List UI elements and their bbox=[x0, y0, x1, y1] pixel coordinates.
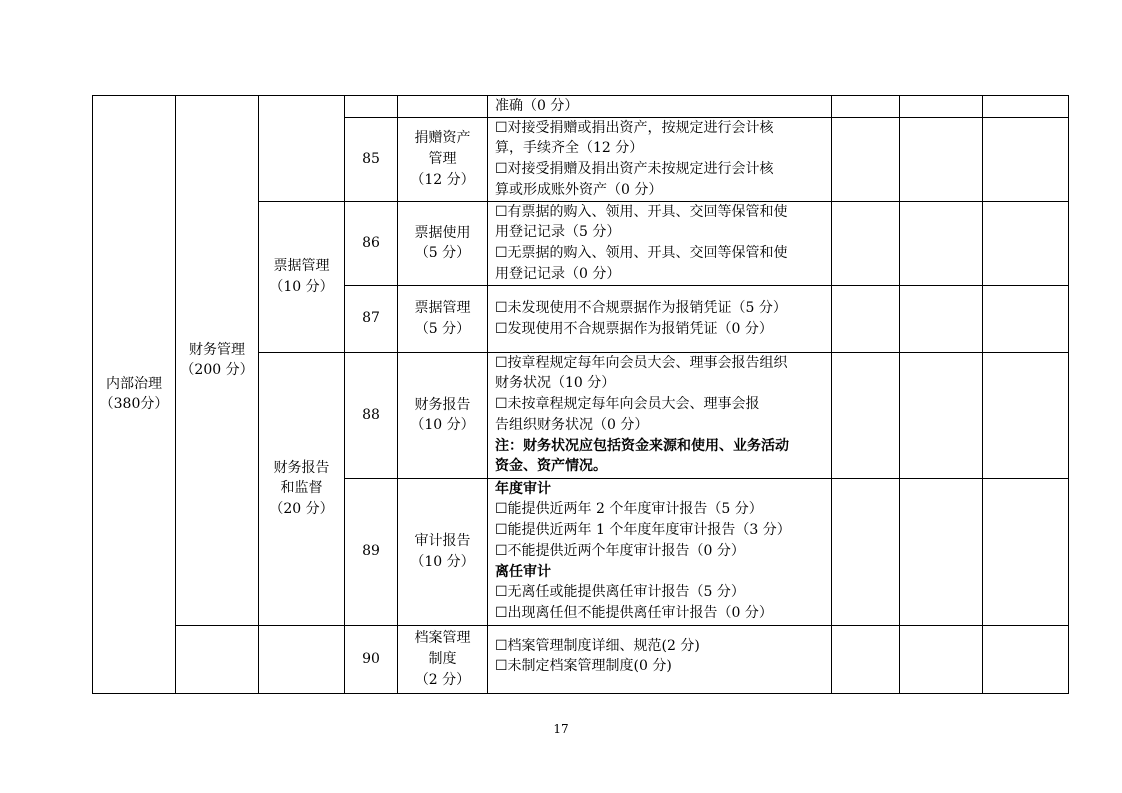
page-number: 17 bbox=[553, 722, 569, 736]
item-number: 90 bbox=[345, 625, 398, 693]
item-score: （5 分） bbox=[414, 245, 471, 262]
category-level1-score: （380分） bbox=[99, 396, 169, 413]
group-score: （10 分） bbox=[269, 278, 334, 295]
item-score: （12 分） bbox=[410, 171, 475, 188]
item-number: 85 bbox=[345, 117, 398, 201]
criteria-line: 算，手续齐全（12 分） bbox=[495, 140, 644, 157]
item-name bbox=[398, 625, 488, 693]
item-name bbox=[398, 201, 488, 285]
blank-cell bbox=[832, 117, 900, 201]
item-number bbox=[345, 96, 398, 118]
group-name: 和监督 bbox=[280, 480, 323, 497]
group-cell-empty bbox=[259, 625, 345, 693]
criteria-subheading: 年度审计 bbox=[495, 480, 551, 497]
blank-cell bbox=[900, 96, 983, 118]
group-name: 财务报告 bbox=[273, 459, 330, 476]
group-score: （20 分） bbox=[269, 501, 334, 518]
criteria-line: ☐发现使用不合规票据作为报销凭证（0 分） bbox=[495, 320, 773, 337]
group-cell-piaoju bbox=[259, 201, 345, 352]
item-name bbox=[398, 285, 488, 352]
item-number: 86 bbox=[345, 201, 398, 285]
criteria-line: ☐未按章程规定每年向会员大会、理事会报 bbox=[495, 396, 760, 413]
criteria-line: ☐有票据的购入、领用、开具、交回等保管和使 bbox=[495, 203, 788, 220]
category-level2-cell bbox=[176, 96, 259, 626]
blank-cell bbox=[983, 625, 1069, 693]
criteria-cell bbox=[488, 625, 832, 693]
criteria-line: ☐未发现使用不合规票据作为报销凭证（5 分） bbox=[495, 300, 787, 316]
criteria-line: 用登记记录（5 分） bbox=[495, 224, 621, 241]
item-name bbox=[398, 96, 488, 118]
criteria-line: ☐对接受捐赠或捐出资产，按规定进行会计核 bbox=[495, 119, 774, 136]
blank-cell bbox=[832, 352, 900, 478]
item-name-line: 档案管理 bbox=[414, 630, 471, 647]
blank-cell bbox=[983, 201, 1069, 285]
evaluation-table bbox=[92, 95, 1069, 694]
group-cell-caiwu-baogao bbox=[259, 352, 345, 625]
item-name-line: 财务报告 bbox=[414, 396, 471, 413]
group-cell-empty bbox=[259, 96, 345, 202]
blank-cell bbox=[900, 625, 983, 693]
blank-cell bbox=[900, 201, 983, 285]
criteria-line: ☐档案管理制度详细、规范(2 分) bbox=[495, 637, 700, 654]
blank-cell bbox=[900, 352, 983, 478]
criteria-line: ☐无离任或能提供离任审计报告（5 分） bbox=[495, 584, 745, 601]
item-score: （10 分） bbox=[410, 417, 475, 434]
blank-cell bbox=[832, 478, 900, 625]
criteria-cell bbox=[488, 352, 832, 478]
category-level2-name: 财务管理 bbox=[189, 341, 245, 358]
table-row bbox=[93, 96, 1069, 118]
criteria-cell bbox=[488, 201, 832, 285]
table-row bbox=[93, 625, 1069, 693]
criteria-cell bbox=[488, 96, 832, 118]
item-name bbox=[398, 478, 488, 625]
item-name-line: 票据使用 bbox=[414, 224, 471, 241]
item-name-line: 制度 bbox=[428, 650, 457, 667]
item-number: 88 bbox=[345, 352, 398, 478]
item-name-line: 审计报告 bbox=[414, 533, 471, 549]
category-level1-cell bbox=[93, 96, 176, 694]
criteria-line: ☐能提供近两年 2 个年度审计报告（5 分） bbox=[495, 501, 763, 518]
item-name-line: 管理 bbox=[428, 150, 457, 167]
category-level2-cell-empty bbox=[176, 625, 259, 693]
blank-cell bbox=[983, 96, 1069, 118]
blank-cell bbox=[983, 478, 1069, 625]
criteria-line: ☐能提供近两年 1 个年度年度审计报告（3 分） bbox=[495, 522, 791, 539]
criteria-line: ☐对接受捐赠及捐出资产未按规定进行会计核 bbox=[495, 161, 774, 178]
criteria-line: 用登记记录（0 分） bbox=[495, 265, 621, 282]
criteria-line: 准确（0 分） bbox=[495, 98, 579, 114]
criteria-line: 告组织财务状况（0 分） bbox=[495, 416, 649, 433]
criteria-note: 资金、资产情况。 bbox=[495, 458, 607, 475]
criteria-cell bbox=[488, 117, 832, 201]
criteria-subheading: 离任审计 bbox=[495, 563, 551, 580]
category-level1-name: 内部治理 bbox=[106, 375, 162, 392]
criteria-cell bbox=[488, 478, 832, 625]
group-name: 票据管理 bbox=[273, 258, 330, 274]
item-score: （2 分） bbox=[414, 671, 471, 688]
item-score: （10 分） bbox=[410, 553, 475, 570]
item-name-line: 捐赠资产 bbox=[414, 130, 471, 147]
criteria-line: ☐按章程规定每年向会员大会、理事会报告组织 bbox=[495, 354, 788, 371]
category-level2-score: （200 分） bbox=[180, 362, 254, 379]
blank-cell bbox=[832, 285, 900, 352]
blank-cell bbox=[832, 96, 900, 118]
criteria-line: ☐未制定档案管理制度(0 分) bbox=[495, 658, 672, 675]
criteria-cell bbox=[488, 285, 832, 352]
item-number: 87 bbox=[345, 285, 398, 352]
item-name bbox=[398, 117, 488, 201]
criteria-note: 注：财务状况应包括资金来源和使用、业务活动 bbox=[495, 437, 789, 454]
item-score: （5 分） bbox=[414, 320, 471, 337]
blank-cell bbox=[900, 117, 983, 201]
blank-cell bbox=[983, 117, 1069, 201]
blank-cell bbox=[983, 285, 1069, 352]
blank-cell bbox=[900, 285, 983, 352]
criteria-line: ☐无票据的购入、领用、开具、交回等保管和使 bbox=[495, 245, 788, 262]
blank-cell bbox=[983, 352, 1069, 478]
blank-cell bbox=[832, 625, 900, 693]
blank-cell bbox=[832, 201, 900, 285]
item-name bbox=[398, 352, 488, 478]
criteria-line: ☐不能提供近两个年度审计报告（0 分） bbox=[495, 542, 745, 559]
criteria-line: 财务状况（10 分） bbox=[495, 375, 616, 392]
criteria-line: ☐出现离任但不能提供离任审计报告（0 分） bbox=[495, 604, 773, 621]
blank-cell bbox=[900, 478, 983, 625]
item-number: 89 bbox=[345, 478, 398, 625]
criteria-line: 算或形成账外资产（0 分） bbox=[495, 181, 663, 198]
item-name-line: 票据管理 bbox=[414, 300, 471, 316]
